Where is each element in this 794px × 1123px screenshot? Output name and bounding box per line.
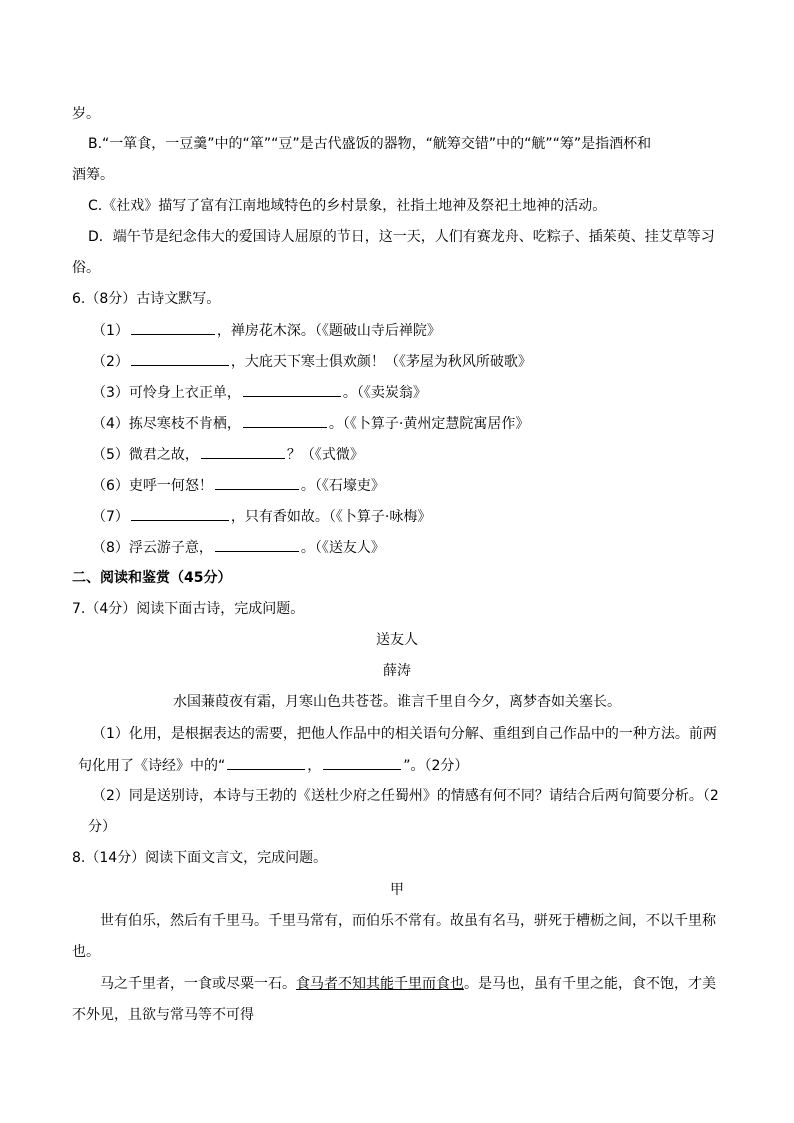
- answer-blank[interactable]: [131, 351, 229, 366]
- q6-item-2: [92, 351, 532, 372]
- p2-text-pre: 马之千里者，一食或尽粟一石。: [100, 976, 296, 992]
- item-text-after: ？（《式微》: [286, 447, 364, 463]
- answer-blank[interactable]: [243, 413, 327, 428]
- q6-item-7: [92, 506, 431, 527]
- sub1-text-pre: 句化用了《诗经》中的“: [78, 758, 226, 774]
- q7-sub1-line2: [78, 755, 468, 776]
- item-number: （4）: [92, 416, 129, 432]
- q8-header: 8.（14分）阅读下面文言文，完成问题。: [72, 850, 328, 866]
- item-number: （5）: [92, 447, 129, 463]
- p2-text-post: 。是马也，虽有千里之能，食不饱，才美: [464, 976, 716, 992]
- item-text-after: ，只有香如故。（《卜算子·咏梅》: [230, 509, 432, 525]
- poem-text: 水国蒹葭夜有霜，月寒山色共苍苍。谁言千里自今夕，离梦杳如关塞长。: [173, 694, 621, 710]
- answer-blank[interactable]: [215, 475, 299, 490]
- q5-option-b-line2: 酒筹。: [72, 167, 114, 183]
- poem-author: 薛涛: [383, 663, 411, 679]
- passage-p1-line2: 也。: [72, 944, 100, 960]
- answer-blank[interactable]: [243, 382, 341, 397]
- item-number: （7）: [92, 509, 129, 525]
- answer-blank[interactable]: [201, 444, 285, 459]
- passage-p1-line1: 世有伯乐，然后有千里马。千里马常有，而伯乐不常有。故虽有名马，骈死于槽枥之间，不以千里称: [100, 913, 716, 929]
- item-text-before: 拣尽寒枝不肯栖，: [128, 416, 241, 432]
- answer-blank[interactable]: [215, 537, 299, 552]
- p2-underlined-sentence: 食马者不知其能千里而食也: [296, 976, 464, 992]
- q6-item-6: [92, 475, 385, 496]
- item-text-after: 。（《石壕吏》: [300, 478, 385, 494]
- sub1-text-post: ”。（2分）: [403, 758, 469, 774]
- answer-blank[interactable]: [131, 320, 215, 335]
- item-text-after: 。（《卜算子·黄州定慧院寓居作》: [328, 416, 530, 432]
- q5-option-c: C.《社戏》描写了富有江南地域特色的乡村景象，社指土地神及祭祀土地神的活动。: [88, 198, 607, 214]
- item-number: （3）: [92, 385, 129, 401]
- passage-p2-line1: [100, 974, 716, 994]
- q5-option-b-line1: B.“一箪食，一豆羹”中的“箪”“豆”是古代盛饭的器物，“觥筹交错”中的“觥”“筹”是指酒杯和: [88, 136, 652, 152]
- item-number: （6）: [92, 478, 129, 494]
- item-text-after: 。（《卖炭翁》: [342, 385, 427, 401]
- q6-header: 6.（8分）古诗文默写。: [72, 291, 221, 307]
- sub1-text-mid: ，: [307, 758, 322, 774]
- answer-blank[interactable]: [323, 755, 401, 770]
- item-text-before: 微君之故，: [128, 447, 199, 463]
- item-number: （8）: [92, 540, 129, 556]
- q6-item-3: [92, 382, 427, 403]
- q6-item-4: [92, 413, 529, 434]
- q6-item-8: [92, 537, 385, 558]
- q7-sub1-line1: （1）化用，是根据表达的需要，把他人作品中的相关语句分解、重组到自己作品中的一种方法。前两: [92, 726, 717, 742]
- q6-item-5: [92, 444, 364, 465]
- q6-item-1: [92, 320, 441, 341]
- item-number: （1）: [92, 323, 129, 339]
- item-text-before: 吏呼一何怒！: [128, 478, 213, 494]
- item-text-after: ，大庇天下寒士俱欢颜！（《茅屋为秋风所破歌》: [230, 354, 532, 370]
- poem-title: 送友人: [376, 632, 418, 648]
- q7-sub2-line2: 分）: [88, 819, 116, 835]
- answer-blank[interactable]: [227, 755, 305, 770]
- item-text-before: 可怜身上衣正单，: [128, 385, 241, 401]
- section-title: 二、阅读和鉴赏（45分）: [72, 570, 232, 586]
- q7-header: 7.（4分）阅读下面古诗，完成问题。: [72, 601, 305, 617]
- item-text-before: 浮云游子意，: [128, 540, 213, 556]
- passage-label: 甲: [390, 882, 404, 898]
- q5-option-d-line1: D．端午节是纪念伟大的爱国诗人屈原的节日，这一天，人们有赛龙舟、吃粽子、插茱萸、挂艾草等习: [88, 229, 715, 245]
- item-text-after: ，禅房花木深。（《题破山寺后禅院》: [216, 323, 441, 339]
- answer-blank[interactable]: [131, 506, 229, 521]
- q5-option-a-tail: 岁。: [72, 106, 100, 122]
- q5-option-d-line2: 俗。: [72, 260, 100, 276]
- item-text-after: 。（《送友人》: [300, 540, 385, 556]
- q7-sub2-line1: （2）同是送别诗，本诗与王勃的《送杜少府之任蜀州》的情感有何不同？请结合后两句简要分析。（2: [92, 788, 719, 804]
- item-number: （2）: [92, 354, 129, 370]
- passage-p2-line2: 不外见，且欲与常马等不可得: [72, 1007, 254, 1023]
